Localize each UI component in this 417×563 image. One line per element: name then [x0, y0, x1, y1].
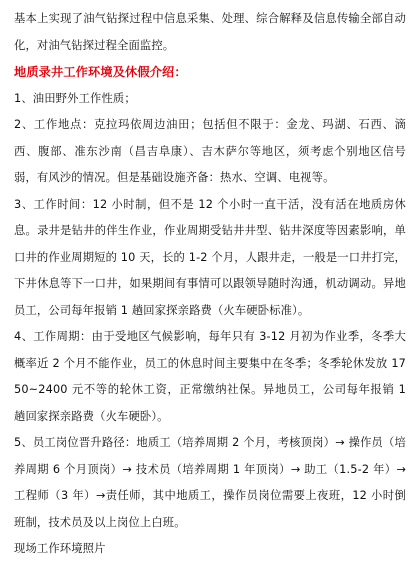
intro-paragraph: 基本上实现了油气钻探过程中信息采集、处理、综合解释及信息传输全部自动化，对油气钻探过程全面监控。: [14, 12, 406, 52]
item-work-nature: 1、油田野外工作性质；: [14, 91, 136, 105]
item-work-location: 2、工作地点：克拉玛依周边油田；包括但不限于：金龙、玛湖、石西、滴西、腹部、准东沙南（昌吉阜康）、吉木萨尔等地区，须考虑个别地区信号弱，有风沙的情况。但是基础设施齐备：热水、空调、电视等。: [14, 118, 406, 184]
section-title: 地质录井工作环境及休假介绍：: [14, 65, 187, 79]
item-work-cycle: 4、工作周期：由于受地区气候影响，每年只有 3-12 月初为作业季，冬季大概率近 2 个月不能作业，员工的休息时间主要集中在冬季；冬季轮休发放 1750~2400 元不等的轮休工资，正常缴纳社保。异地员工，公司每年报销 1 趟回家探亲路费（火车硬卧）。: [14, 330, 406, 423]
photo-caption: 现场工作环境照片: [14, 542, 106, 555]
item-work-hours: 3、工作时间：12 小时制，但不是 12 个小时一直干活，没有活在地质房休息。录井是钻井的伴生作业，作业周期受钻井井型、钻井深度等因素影响，单口井的作业周期短的 10 天，长的 1-2 个月，人跟井走，一般是一口井打完，下井休息等下一口井，如果期间有事情可以跟领导随时沟通，机动调动。异地员工，公司每年报销 1 趟回家探亲路费（火车硬卧标准）。: [14, 197, 406, 317]
item-promotion-path: 5、员工岗位晋升路径：地质工（培养周期 2 个月，考核顶岗）→ 操作员（培养周期 6 个月顶岗）→ 技术员（培养周期 1 年顶岗）→ 助工（1.5-2 年）→ 工程师（3 年）→责任师，其中地质工，操作员岗位需要上夜班，12 小时倒班制，技术员及以上岗位上白班。: [14, 436, 406, 529]
